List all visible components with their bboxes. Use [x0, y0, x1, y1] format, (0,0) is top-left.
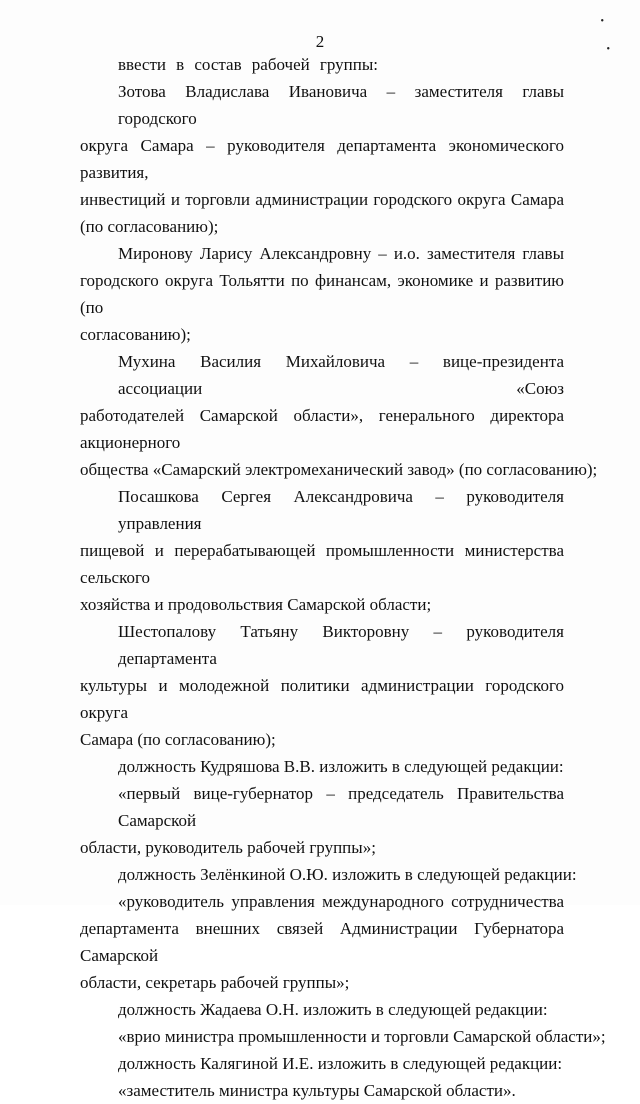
paragraph: [80, 1077, 564, 1104]
paragraph-line: должность Калягиной И.Е. изложить в следующей редакции:: [118, 1054, 563, 1073]
paragraph: [80, 996, 564, 1023]
paragraph: [80, 1050, 564, 1077]
paragraph-line: Посашкова Сергея Александровича – руководителя управления: [118, 487, 564, 533]
paragraph-line: «заместитель министра культуры Самарской области».: [118, 1081, 516, 1100]
paragraph: [80, 780, 564, 861]
document-body: [80, 51, 606, 1104]
paragraph-line: (по согласованию);: [80, 217, 219, 236]
paragraph: [80, 1023, 606, 1050]
paragraph-line: общества «Самарский электромеханический завод» (по согласованию);: [80, 460, 598, 479]
paragraph: [80, 861, 577, 888]
paragraph-line: Зотова Владислава Ивановича – заместителя главы городского: [118, 82, 564, 128]
paragraph-line: Миронову Ларису Александровну – и.о. заместителя главы: [118, 244, 564, 263]
paragraph-line: должность Жадаева О.Н. изложить в следующей редакции:: [118, 1000, 548, 1019]
paragraph-line: культуры и молодежной политики администрации городского округа: [80, 676, 564, 722]
paragraph: [80, 78, 564, 240]
paragraph-line: округа Самара – руководителя департамента экономического развития,: [80, 136, 564, 182]
paragraph-line: должность Зелёнкиной О.Ю. изложить в следующей редакции:: [118, 865, 577, 884]
page-number: 2: [315, 32, 325, 51]
scan-mark: •: [606, 44, 610, 55]
paragraph-line: должность Кудряшова В.В. изложить в следующей редакции:: [118, 757, 564, 776]
paragraph-line: «первый вице-губернатор – председатель Правительства Самарской: [118, 784, 564, 830]
paragraph-line: Мухина Василия Михайловича – вице-президента ассоциации «Союз: [118, 352, 564, 398]
paragraph-line: Шестопалову Татьяну Викторовну – руководителя департамента: [118, 622, 564, 668]
paragraph-line: области, руководитель рабочей группы»;: [80, 838, 376, 857]
paragraph-line: «руководитель управления международного сотрудничества: [118, 892, 564, 911]
paragraph: [80, 618, 564, 753]
paragraph: [80, 240, 564, 348]
paragraph-line: «врио министра промышленности и торговли Самарской области»;: [118, 1027, 606, 1046]
paragraph-line: согласованию);: [80, 325, 191, 344]
paragraph-line: департамента внешних связей Администрации Губернатора Самарской: [80, 919, 564, 965]
paragraph: [80, 888, 564, 996]
paragraph-line: хозяйства и продовольствия Самарской области;: [80, 595, 432, 614]
paragraph-line: инвестиций и торговли администрации городского округа Самара: [80, 190, 564, 209]
paragraph-line: области, секретарь рабочей группы»;: [80, 973, 350, 992]
paragraph-line: Самара (по согласованию);: [80, 730, 276, 749]
paragraph: [80, 348, 598, 483]
paragraph-line: ввести в состав рабочей группы:: [118, 55, 378, 74]
paragraph-line: пищевой и перерабатывающей промышленности министерства сельского: [80, 541, 564, 587]
scan-mark: •: [600, 16, 604, 27]
paragraph: [80, 753, 564, 780]
paragraph: [80, 483, 564, 618]
paragraph: [80, 51, 564, 78]
paragraph-line: работодателей Самарской области», генерального директора акционерного: [80, 406, 564, 452]
paragraph-line: городского округа Тольятти по финансам, экономике и развитию (по: [80, 271, 564, 317]
